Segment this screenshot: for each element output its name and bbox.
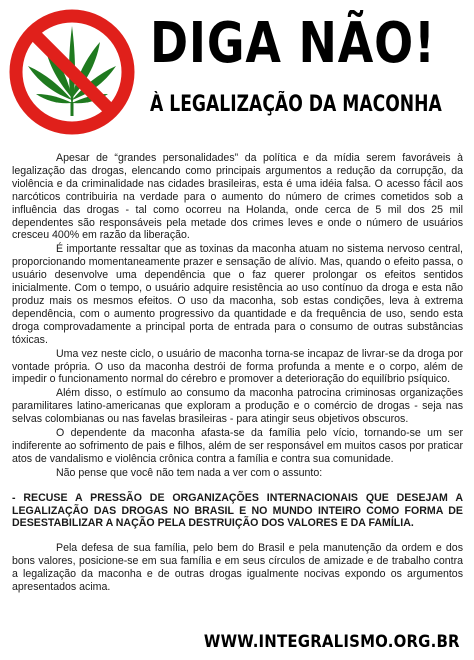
paragraph: É importante ressaltar que as toxinas da maconha atuam no sistema nervoso central, proporcionando momentaneamente prazer e sensação de alívio. Mas, quando o efeito passa, o usuário desenvolve uma dependência que o faz querer prolongar os efeitos sentidos inicialmente. Com o tempo, o usuário adquire resistência ao uso contínuo da droga e esta não produz mais os mesmos efeitos. O uso da maconha, sob estas condições, leva à extrema dependência, com o aumento progressivo da quantidade e da frequência de uso, sendo esta droga comprovadamente a principal porta de entrada para o consumo de outras substâncias tóxicas.: [12, 243, 463, 346]
closing-paragraph: Pela defesa de sua família, pelo bem do Brasil e pela manutenção da ordem e dos bons valores, posicione-se em sua família e em seus círculos de amizade e de trabalho contra a legalização da maconha e de outras drogas igualmente nocivas expondo os argumentos apresentados acima.: [12, 542, 463, 594]
website-url: WWW.INTEGRALISMO.ORG.BR: [204, 632, 460, 652]
paragraph: Não pense que você não tem nada a ver com o assunto:: [56, 466, 323, 479]
no-marijuana-sign-icon: [8, 8, 136, 136]
paragraph: Além disso, o estímulo ao consumo da maconha patrocina criminosas organizações paramilitares latino-americanas que exploram a produção e o comércio de drogas - seja nas selvas colombianas ou nas favelas brasileiras - para atingir seus objetivos obscuros.: [12, 387, 463, 426]
article-body: [12, 152, 463, 595]
call-to-action: - RECUSE A PRESSÃO DE ORGANIZAÇÕES INTERNACIONAIS QUE DESEJAM A LEGALIZAÇÃO DAS DROGAS NO BRASIL E NO MUNDO INTEIRO COMO FORMA DE DESESTABILIZAR A NAÇÃO PELA DESTRUIÇÃO DOS VALORES E DA FAMÍLIA.: [12, 491, 463, 530]
subheadline: À LEGALIZAÇÃO DA MACONHA: [150, 92, 442, 117]
paragraph: O dependente da maconha afasta-se da família pelo vício, tornando-se um ser indiferente ao sofrimento de pais e filhos, além de ser responsável em muitos casos por praticar atos de vandalismo e violência crônica contra a família e contra sua comunidade.: [12, 427, 463, 465]
paragraph: Uma vez neste ciclo, o usuário de maconha torna-se incapaz de livrar-se da droga por vontade própria. O uso da maconha destrói de forma profunda a mente e o corpo, além de impedir o funcionamento normal do cérebro e promover a deterioração do equilíbrio psíquico.: [12, 347, 463, 386]
headline: DIGA NÃO!: [150, 11, 436, 76]
paragraph: Apesar de “grandes personalidades” da política e da mídia serem favoráveis à legalização das drogas, elencando como principais argumentos a redução da corrupção, da violência e da criminalidade nas cidades brasileiras, esta é uma idéia falsa. O acesso fácil aos narcóticos contribuiria na verdade para o aumento do número de crimes cometidos sob a influência das drogas - tal como ocorreu na Holanda, onde cerca de 5 mil dos 25 mil dependentes são responsáveis pela metade dos crimes leves e onde o número de usuários cresceu 400% em razão da liberação.: [12, 152, 463, 242]
